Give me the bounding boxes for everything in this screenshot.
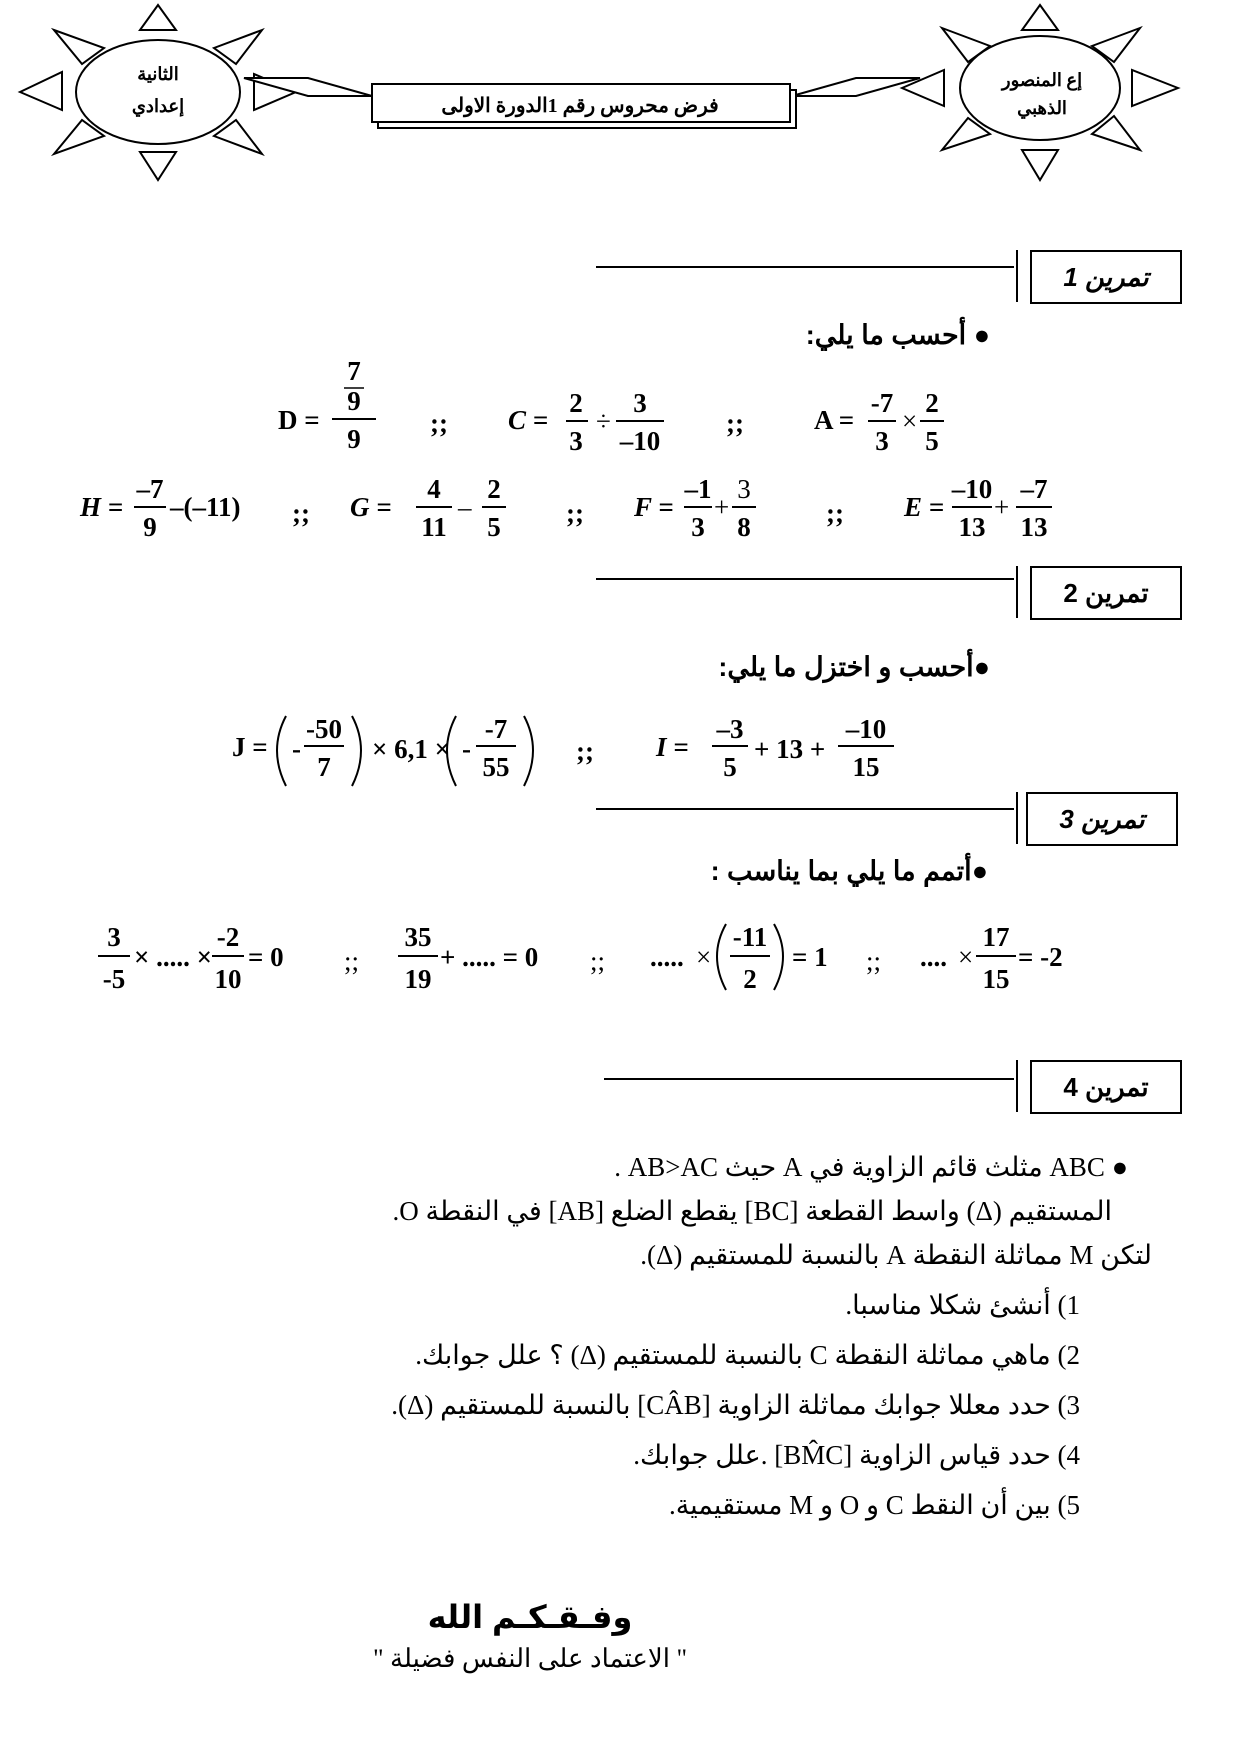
closing-quote: " الاعتماد على النفس فضيلة "	[372, 1644, 688, 1673]
sep-CA: ;;	[726, 408, 744, 438]
school-line-1: إع المنصور	[1001, 70, 1083, 90]
expr-G-d2: 5	[487, 512, 501, 542]
expr-G-d1: 11	[421, 512, 447, 542]
exercise-1-label: تمرين 1	[1063, 261, 1149, 292]
expr-E-d2: 13	[1020, 512, 1048, 542]
expr-G-op: –	[458, 492, 472, 522]
ex4-question-3: 3) حدد معللا جوابك مماثلة الزاوية [CÂB] بالنسبة للمستقيم (Δ).	[391, 1390, 1080, 1420]
exercise-4-label-box	[1030, 1060, 1182, 1114]
expr-J-d1: 7	[317, 752, 331, 782]
exam-title: فرض محروس رقم 1الدورة الاولى	[441, 95, 719, 117]
fill-2-op: ×	[696, 942, 712, 972]
ex4-line-1: ● ABC مثلث قائم الزاوية في A حيث AB>AC .	[614, 1152, 1128, 1182]
expr-A-n1: -7	[870, 388, 894, 418]
exercise-4-label: تمرين 4	[1063, 1071, 1149, 1102]
ex4-question-2: 2) ماهي مماثلة النقطة C بالنسبة للمستقيم (Δ) ؟ علل جوابك.	[415, 1340, 1080, 1370]
ex4-line-2: المستقيم (Δ) واسط القطعة [BC] يقطع الضلع [AB] في النقطة O.	[392, 1196, 1112, 1226]
ex4-line-1-text: ABC مثلث قائم الزاوية في A حيث AB>AC .	[614, 1152, 1105, 1182]
fill-4-rhs: = 0	[248, 942, 284, 972]
expr-D-top: 7	[347, 356, 361, 386]
expr-E-d1: 13	[958, 512, 986, 542]
exercise-2-formulas	[0, 700, 1240, 800]
expr-E-op: +	[994, 492, 1010, 522]
expr-I-mid: + 13 +	[754, 734, 826, 764]
expr-G-n2: 2	[487, 474, 501, 504]
expr-F-lhs: F =	[634, 492, 674, 522]
exercise-3-formulas	[0, 910, 1240, 1010]
level-line-1: الثانية	[137, 64, 179, 84]
fill-4-d1: -5	[102, 964, 126, 994]
sep-f21: ;;	[866, 946, 882, 976]
sep-f43: ;;	[344, 946, 360, 976]
fill-1-dots: ....	[920, 942, 947, 972]
sep-JI: ;;	[576, 736, 594, 766]
ex4-question-1: 1) أنشئ شكلا مناسبا.	[845, 1290, 1080, 1320]
expr-D-bot: 9	[347, 424, 361, 454]
expr-I-n1: –3	[716, 714, 744, 744]
expr-C-d2: –10	[619, 426, 661, 456]
expr-J-n1: -50	[306, 714, 342, 744]
sep-GF: ;;	[566, 498, 584, 528]
exercise-1-instruction-text: أحسب ما يلي:	[805, 320, 967, 350]
ex4-question-5: 5) بين أن النقط C و O و M مستقيمية.	[668, 1490, 1080, 1520]
sep-f32: ;;	[590, 946, 606, 976]
expr-A-d1: 3	[875, 426, 889, 456]
fill-4-d2: 10	[214, 964, 242, 994]
fill-3-d: 19	[404, 964, 432, 994]
expr-G-n1: 4	[427, 474, 441, 504]
expr-C-op: ÷	[596, 406, 611, 436]
level-line-2: إعدادي	[131, 96, 185, 116]
exercise-3-label-box	[1026, 792, 1178, 846]
expr-C-n2: 3	[633, 388, 647, 418]
expr-J-mid: × 6,1 ×	[372, 734, 451, 764]
expr-H-rest: –(–11)	[170, 492, 241, 522]
fill-3-n: 35	[404, 922, 432, 952]
expr-A-op: ×	[902, 406, 918, 436]
expr-F-n1: –1	[684, 474, 712, 504]
exercise-2-instruction-text: أحسب و اختزل ما يلي:	[718, 652, 974, 682]
fill-2-dots: .....	[650, 942, 684, 972]
exercise-1-label-box	[1030, 250, 1182, 304]
fill-4-mid: × ..... ×	[134, 942, 213, 972]
expr-D-mid: 9	[347, 386, 361, 416]
sep-FE: ;;	[826, 498, 844, 528]
expr-I-d2: 15	[852, 752, 880, 782]
expr-F-d1: 3	[691, 512, 705, 542]
expr-J-n2: -7	[484, 714, 508, 744]
exercise-2-label-box	[1030, 566, 1182, 620]
expr-A-n2: 2	[925, 388, 939, 418]
expr-D-lhs: D =	[278, 405, 320, 435]
expr-J-lhs: J =	[232, 732, 268, 762]
fill-2-n: -11	[732, 922, 768, 952]
svg-text:-: -	[462, 734, 471, 764]
expr-F-op: +	[714, 492, 730, 522]
fill-1-d: 15	[982, 964, 1010, 994]
fill-1-n: 17	[982, 922, 1010, 952]
expr-F-d2: 8	[737, 512, 751, 542]
fill-1-op: ×	[958, 942, 974, 972]
expr-G-lhs: G =	[350, 492, 392, 522]
expr-I-lhs: I =	[656, 732, 689, 762]
expr-C-d1: 3	[569, 426, 583, 456]
exercise-2-instruction: ●أحسب و اختزل ما يلي:	[718, 652, 990, 682]
fill-2-rhs: = 1	[792, 942, 828, 972]
expr-E-n1: –10	[951, 474, 993, 504]
exercise-3-instruction-text: أتمم ما يلي بما يناسب :	[710, 856, 972, 886]
expr-F-n2: 3	[737, 474, 751, 504]
expr-J-d2: 55	[482, 752, 510, 782]
expr-A-lhs: A =	[814, 405, 855, 435]
exercise-1-instruction: ● أحسب ما يلي:	[805, 320, 990, 350]
right-sun-icon	[902, 5, 1178, 180]
expr-C-n1: 2	[569, 388, 583, 418]
fill-3-mid: + ..... = 0	[440, 942, 539, 972]
sep-HG: ;;	[292, 498, 310, 528]
ex4-question-4: 4) حدد قياس الزاوية [BM̂C] .علل جوابك.	[633, 1440, 1080, 1470]
expr-C-lhs: C =	[508, 405, 549, 435]
exercise-1-formulas	[0, 350, 1240, 550]
exercise-3-label: تمرين 3	[1059, 803, 1145, 834]
expr-E-lhs: E =	[904, 492, 945, 522]
expr-H-lhs: H =	[80, 492, 124, 522]
fill-4-n2: -2	[216, 922, 240, 952]
expr-J-n1-sign: -	[292, 734, 301, 764]
fill-4-n1: 3	[107, 922, 121, 952]
expr-H-d1: 9	[143, 512, 157, 542]
expr-A-d2: 5	[925, 426, 939, 456]
exercise-2-label: تمرين 2	[1063, 577, 1149, 608]
ex4-line-3: لتكن M مماثلة النقطة A بالنسبة للمستقيم (Δ).	[640, 1240, 1152, 1270]
fill-2-d: 2	[743, 964, 757, 994]
expr-E-n2: –7	[1020, 474, 1048, 504]
fill-1-rhs: = -2	[1018, 942, 1063, 972]
exercise-3-instruction: ●أتمم ما يلي بما يناسب :	[710, 856, 988, 886]
expr-I-d1: 5	[723, 752, 737, 782]
expr-I-n2: –10	[845, 714, 887, 744]
school-line-2: الذهبي	[1017, 98, 1067, 118]
closing-wish: وفـقـكـم الله	[427, 1599, 633, 1635]
expr-H-n1: –7	[136, 474, 164, 504]
left-sun-icon	[20, 5, 296, 180]
header-decoration	[0, 0, 1240, 200]
sep-DC: ;;	[430, 408, 448, 438]
